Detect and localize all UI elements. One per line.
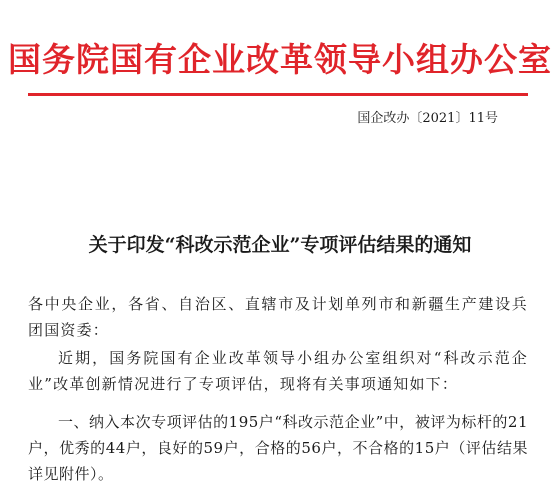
notice-title: 关于印发“科改示范企业”专项评估结果的通知: [88, 234, 472, 256]
document-number: 国企改办〔2021〕11号: [357, 111, 498, 126]
red-separator-line: [28, 93, 528, 96]
recipients-paragraph: 各中央企业，各省、自治区、直辖市及计划单列市和新疆生产建设兵团国资委：: [28, 295, 528, 339]
intro-paragraph: 近期，国务院国有企业改革领导小组办公室组织对“科改示范企业”改革创新情况进行了专项评估，现将有关事项通知如下：: [28, 349, 528, 393]
item-one-paragraph: 一、纳入本次专项评估的195户“科改示范企业”中，被评为标杆的21户，优秀的44户，良好的59户，合格的56户，不合格的15户（评估结果详见附件）。: [28, 413, 528, 483]
issuer-letterhead: 国务院国有企业改革领导小组办公室: [8, 40, 552, 79]
